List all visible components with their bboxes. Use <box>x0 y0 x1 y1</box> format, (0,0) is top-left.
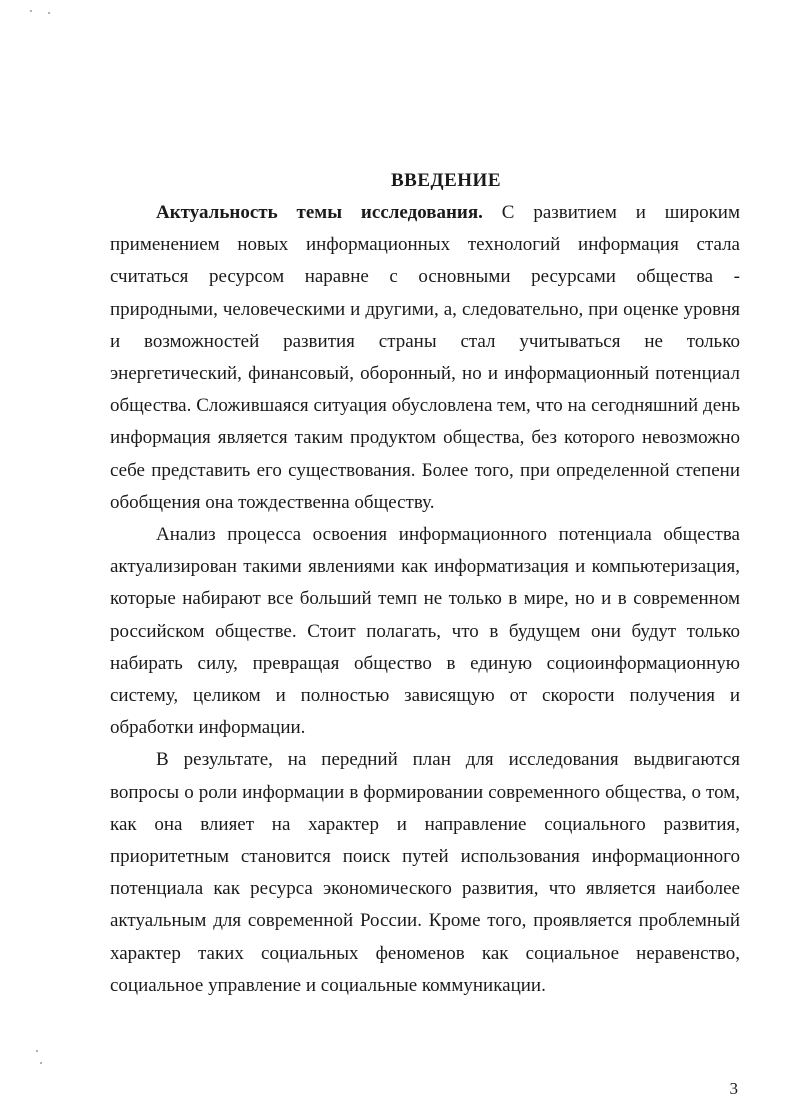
body-text <box>110 197 740 1002</box>
paragraph-analysis: Анализ процесса освоения информационного потенциала общества актуализирован такими явлениями как информатизация и компьютеризация, которые набирают все больший темп не только в мире, но и в современном российском обществе. Стоит полагать, что в будущем они будут только набирать силу, превращая общество в единую социоинформационную систему, целиком и полностью зависящую от скорости получения и обработки информации. <box>110 524 740 739</box>
scan-speck <box>40 1062 42 1064</box>
page-number: 3 <box>729 1079 738 1098</box>
paragraph-results: В результате, на передний план для исследования выдвигаются вопросы о роли информации в формировании современного общества, о том, как она влияет на характер и направление социального развития, приоритетным становится поиск путей использования информационного потенциала как ресурса экономического развития, что является наиболее актуальным для современной России. Кроме того, проявляется проблемный характер таких социальных феноменов как социальное неравенство, социальное управление и социальные коммуникации. <box>110 749 740 996</box>
paragraph-relevance <box>110 197 740 519</box>
section-heading: ВВЕДЕНИЕ <box>391 170 501 191</box>
paragraph-text: С развитием и широким применением новых информационных технологий информация стала считаться ресурсом наравне с основными ресурсами общества - природными, человеческими и другими, а, следовательно, при оценке уровня и возможностей развития страны стал учитываться не только энергетический, финансовый, оборонный, но и информационный потенциал общества. Сложившаяся ситуация обусловлена тем, что на сегодняшний день информация является таким продуктом общества, без которого невозможно себе представить его существования. Более того, при определенной степени обобщения она тождественна обществу. <box>110 202 740 513</box>
scan-speck <box>36 1050 38 1052</box>
scan-speck <box>48 12 50 14</box>
paragraph-lead: Актуальность темы исследования. <box>156 202 483 223</box>
scan-speck <box>30 10 32 12</box>
